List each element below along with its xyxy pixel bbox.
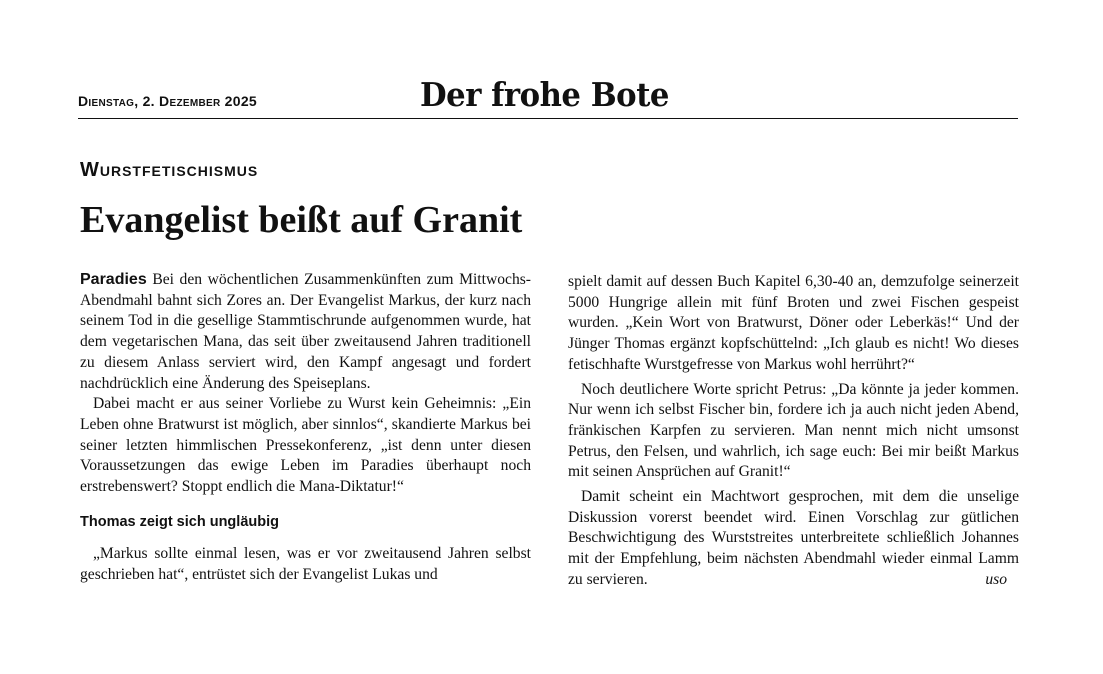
paragraph-3: „Markus sollte einmal lesen, was er vor zweitausend Jahren selbst geschrieben hat“, entrüstet sich der Evangelist Lukas und <box>80 545 531 584</box>
paragraph-2: Dabei macht er aus seiner Vorliebe zu Wurst kein Geheimnis: „Ein Leben ohne Bratwurst ist möglich, aber sinnlos“, skandierte Markus bei seiner letzten himmlischen Pressekonferenz, „ist denn unter diesen Voraussetzungen das ewige Leben im Paradies überhaupt noch erstrebenswert? Stoppt endlich die Mana-Diktatur!“ <box>80 395 531 496</box>
paragraph-5-text: Damit scheint ein Machtwort gesprochen, mit dem die unselige Diskussion vorerst beendet wird. Einen Vorschlag zur gütlichen Beschwichtigung des Wurststreites unterbreitete schließlich Johannes mit der Empfehlung, beim nächsten Abendmahl wieder einmal Lamm zu servieren. <box>568 488 1019 588</box>
paragraph-1-text: Bei den wöchentlichen Zusammenkünften zum Mittwochs-Abendmahl bahnt sich Zores an. Der Evangelist Markus, der kurz nach seinem Tod in die gesellige Stammtischrunde aufgenommen wurde, hat dem vegetarischen Mana, das seit über zweitausend Jahren traditionell zu diesem Anlass serviert wird, den Kampf angesagt und fordert nachdrücklich eine Änderung des Speiseplans. <box>80 271 531 392</box>
article-subheading: Thomas zeigt sich ungläubig <box>80 513 279 530</box>
article-headline: Evangelist beißt auf Granit <box>80 199 523 241</box>
issue-date: Dienstag, 2. Dezember 2025 <box>78 93 257 109</box>
paragraph-3-continued: spielt damit auf dessen Buch Kapitel 6,30-40 an, demzufolge seinerzeit 5000 Hungrige allein mit fünf Broten und zwei Fischen gespeist wurden. „Kein Wort von Bratwurst, Döner oder Leberkäs!“ Und der Jünger Thomas ergänzt kopfschüttelnd: „Ich glaub es nicht! Wo dieses fetischhafte Wurstgefresse von Markus wohl herrührt?“ <box>568 273 1019 373</box>
paragraph-5 <box>568 487 1019 591</box>
newspaper-name: Der frohe Bote <box>420 75 669 114</box>
author-signature: uso <box>985 570 1007 588</box>
dateline: Paradies <box>80 271 147 288</box>
paragraph-1 <box>80 270 531 394</box>
paragraph-4: Noch deutlichere Worte spricht Petrus: „Da könnte ja jeder kommen. Nur wenn ich selbst Fischer bin, fordere ich ja auch nicht jeden Abend, fränkischen Karpfen zu servieren. Man nennt mich nicht umsonst Petrus, den Felsen, und wahrlich, ich sage euch: Bei mir beißt Markus mit seinen Ansprüchen auf Granit!“ <box>568 380 1019 481</box>
article-column-left <box>80 270 531 586</box>
masthead <box>78 70 1018 119</box>
article-column-right <box>568 272 1019 591</box>
article-kicker: Wurstfetischismus <box>80 159 259 181</box>
